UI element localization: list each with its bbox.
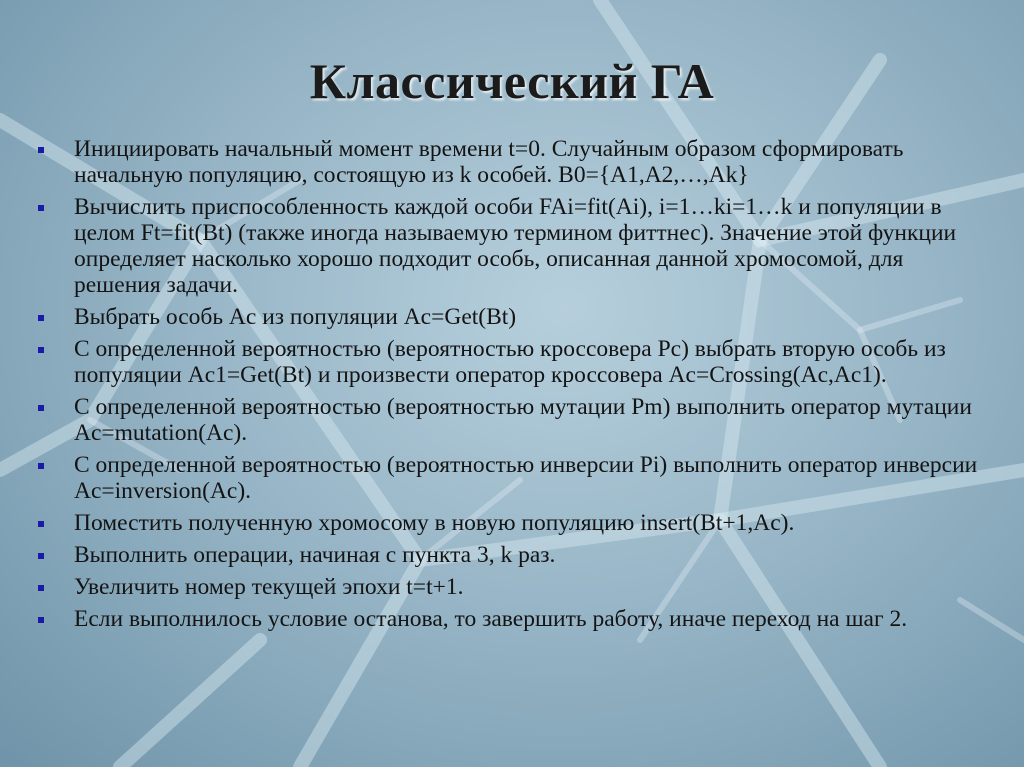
list-item [38, 304, 988, 330]
square-bullet-icon [38, 553, 44, 559]
square-bullet-icon [38, 617, 44, 623]
list-item [38, 336, 988, 388]
list-item [38, 394, 988, 446]
slide-title: Классический ГА [309, 53, 715, 109]
list-item [38, 510, 988, 536]
list-item [38, 136, 988, 188]
list-item-text: Вычислить приспособленность каждой особи FAi=fit(Ai), i=1…ki=1…k и популяции в целом Ft=fit(Bt) (также иногда называемую термином фиттнес). Значение этой функции определяет насколько хорошо подходит особь, описанная данной хромосомой, для решения задачи. [74, 194, 957, 298]
list-item-text: С определенной вероятностью (вероятностью мутации Pm) выполнить оператор мутации Ac=mutation(Ac). [74, 394, 972, 446]
square-bullet-icon [38, 585, 44, 591]
square-bullet-icon [38, 521, 44, 527]
square-bullet-icon [38, 463, 44, 469]
square-bullet-icon [38, 205, 44, 211]
list-item-text: Если выполнилось условие останова, то завершить работу, иначе переход на шаг 2. [74, 606, 908, 632]
list-item [38, 452, 988, 504]
list-item-text: Выбрать особь Ac из популяции Ac=Get(Bt) [74, 304, 517, 330]
list-item-text: Инициировать начальный момент времени t=0. Случайным образом сформировать начальную популяцию, состоящую из k особей. B0={A1,A2,…,Ak} [74, 136, 904, 188]
square-bullet-icon [38, 147, 44, 153]
list-item-text: Поместить полученную хромосому в новую популяцию insert(Bt+1,Ac). [74, 510, 795, 536]
square-bullet-icon [38, 315, 44, 321]
list-item [38, 574, 988, 600]
list-item-text: Выполнить операции, начиная с пункта 3, k раз. [74, 542, 556, 568]
square-bullet-icon [38, 347, 44, 353]
list-item-text: Увеличить номер текущей эпохи t=t+1. [74, 574, 464, 600]
bullet-list [38, 136, 988, 638]
square-bullet-icon [38, 405, 44, 411]
list-item [38, 606, 988, 632]
list-item [38, 194, 988, 298]
list-item-text: С определенной вероятностью (вероятностью кроссовера Pc) выбрать вторую особь из популяции Ac1=Get(Bt) и произвести оператор кроссовера Ac=Crossing(Ac,Ac1). [74, 336, 946, 388]
list-item [38, 542, 988, 568]
list-item-text: С определенной вероятностью (вероятностью инверсии Pi) выполнить оператор инверсии Ac=inversion(Ac). [74, 452, 978, 504]
